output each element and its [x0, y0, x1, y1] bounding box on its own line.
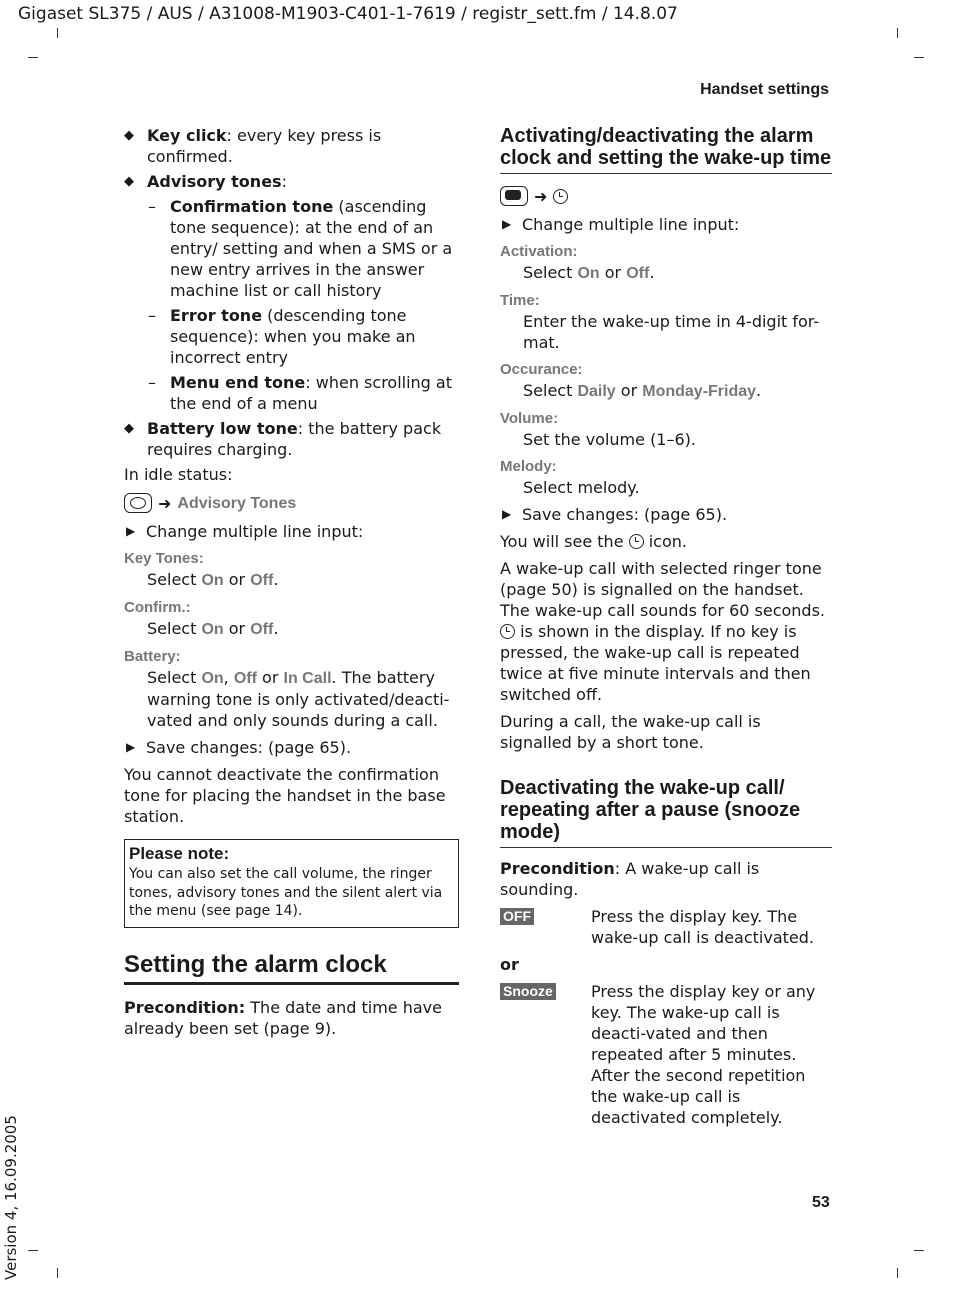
list-item: – Confirmation tone (ascending tone sequence): at the end of an entry/ setting and when a SMS or a new entry arrives in the answer machine list or call history [148, 197, 453, 300]
field-label: Confirm.: [124, 599, 191, 616]
triangle-icon: ▶ [126, 740, 136, 754]
heading-deactivating-wakeup: Deactivating the wake-up call/ repeating after a pause (snooze mode) [500, 777, 832, 848]
heading-setting-alarm-clock: Setting the alarm clock [124, 950, 459, 985]
crop-mark [28, 1250, 38, 1251]
list-item: – Menu end tone: when scrolling at the end of a menu [148, 373, 452, 413]
instruction-step: ▶ Change multiple line input: [126, 522, 364, 541]
paragraph: You will see the icon. [500, 532, 687, 551]
field-description: Set the volume (1–6). [523, 430, 696, 449]
paragraph: Precondition: A wake-up call is sounding. [500, 859, 760, 899]
instruction-step: ▶ Save changes: (page 65). [126, 738, 352, 757]
instruction-step: ▶ Change multiple line input: [502, 215, 740, 234]
menu-path [500, 184, 832, 208]
menu-path [124, 491, 459, 515]
note-text: You can also set the call volume, the ringer tones, advisory tones and the silent alert via the menu (see page 14). [129, 866, 443, 919]
crop-mark [914, 1250, 924, 1251]
crop-mark [897, 1268, 898, 1278]
field-description: Select Daily or Monday-Friday. [523, 381, 762, 400]
field-label: Melody: [500, 458, 557, 475]
paragraph: During a call, the wake-up call is signalled by a short tone. [500, 712, 761, 752]
paragraph: You cannot deactivate the confirmation tone for placing the handset in the base station. [124, 765, 446, 826]
version-info: Version 4, 16.09.2005 [2, 1115, 20, 1280]
right-column [500, 125, 832, 1134]
arrow-icon: ➜ [534, 186, 548, 206]
crop-mark [57, 1268, 58, 1278]
dash-bullet-icon: – [148, 197, 156, 216]
section-title: Handset settings [700, 81, 829, 98]
field-label: Key Tones: [124, 550, 204, 567]
field-label: Volume: [500, 410, 559, 427]
left-column [124, 125, 459, 1045]
diamond-bullet-icon: ◆ [124, 421, 134, 436]
field-description: Select melody. [523, 478, 640, 497]
list-item: ◆ Advisory tones: [124, 172, 287, 191]
triangle-icon: ▶ [502, 507, 512, 521]
dash-bullet-icon: – [148, 373, 156, 392]
field-label: Battery: [124, 648, 181, 665]
list-item: – Error tone (descending tone sequence): when you make an incorrect entry [148, 306, 416, 367]
document-info: Gigaset SL375 / AUS / A31008-M1903-C401-1-7619 / registr_sett.fm / 14.8.07 [18, 4, 678, 24]
crop-mark [897, 28, 898, 38]
note-box [124, 839, 459, 928]
idle-status-text: In idle status: [124, 465, 233, 484]
key-row: Snooze Press the display key or any key. The wake-up call is deacti-vated and then repeated after 5 minutes. After the second repetition the wake-up call is deactivated completely. [500, 981, 832, 1128]
instruction-step: ▶ Save changes: (page 65). [502, 505, 728, 524]
arrow-icon: ➜ [158, 493, 172, 513]
crop-mark [28, 57, 38, 58]
alarm-clock-icon [500, 624, 515, 639]
dash-bullet-icon: – [148, 306, 156, 325]
menu-item-advisory-tones: Advisory Tones [177, 494, 297, 512]
key-row: OFF Press the display key. The wake-up call is deactivated. [500, 906, 832, 948]
diamond-bullet-icon: ◆ [124, 174, 134, 189]
display-key-off: OFF [500, 908, 534, 925]
field-description: Select On or Off. [523, 263, 655, 282]
field-label: Occurance: [500, 361, 583, 378]
list-item: ◆ Battery low tone: the battery pack requires charging. [124, 419, 442, 459]
display-key-snooze: Snooze [500, 983, 556, 1000]
alarm-clock-icon [553, 189, 568, 204]
paragraph: Precondition: The date and time have already been set (page 9). [124, 997, 442, 1038]
triangle-icon: ▶ [126, 524, 136, 538]
note-title: Please note: [129, 844, 230, 863]
triangle-icon: ▶ [502, 217, 512, 231]
field-description: Select On, Off or In Call. The battery warning tone is only activated/deacti-vated and only sounds during a call. [147, 668, 450, 730]
diamond-bullet-icon: ◆ [124, 128, 134, 143]
field-description: Select On or Off. [147, 619, 279, 638]
alarm-clock-icon [629, 534, 644, 549]
paragraph: A wake-up call with selected ringer tone (page 50) is signalled on the handset. The wake-up call sounds for 60 seconds. is shown in the display. If no key is pressed, the wake-up call is repeated twice at five minute intervals and then switched off. [500, 559, 826, 704]
field-label: Activation: [500, 243, 578, 260]
crop-mark [914, 57, 924, 58]
field-label: Time: [500, 292, 540, 309]
menu-key-icon [500, 186, 528, 206]
field-description: Enter the wake-up time in 4-digit for-mat. [523, 312, 820, 352]
page-number: 53 [812, 1194, 830, 1211]
heading-activating-alarm: Activating/deactivating the alarm clock and setting the wake-up time [500, 125, 832, 174]
list-item: ◆ Key click: every key press is confirmed. [124, 126, 382, 166]
control-key-icon [124, 493, 152, 513]
crop-mark [57, 28, 58, 38]
field-description: Select On or Off. [147, 570, 279, 589]
or-text: or [500, 955, 519, 974]
